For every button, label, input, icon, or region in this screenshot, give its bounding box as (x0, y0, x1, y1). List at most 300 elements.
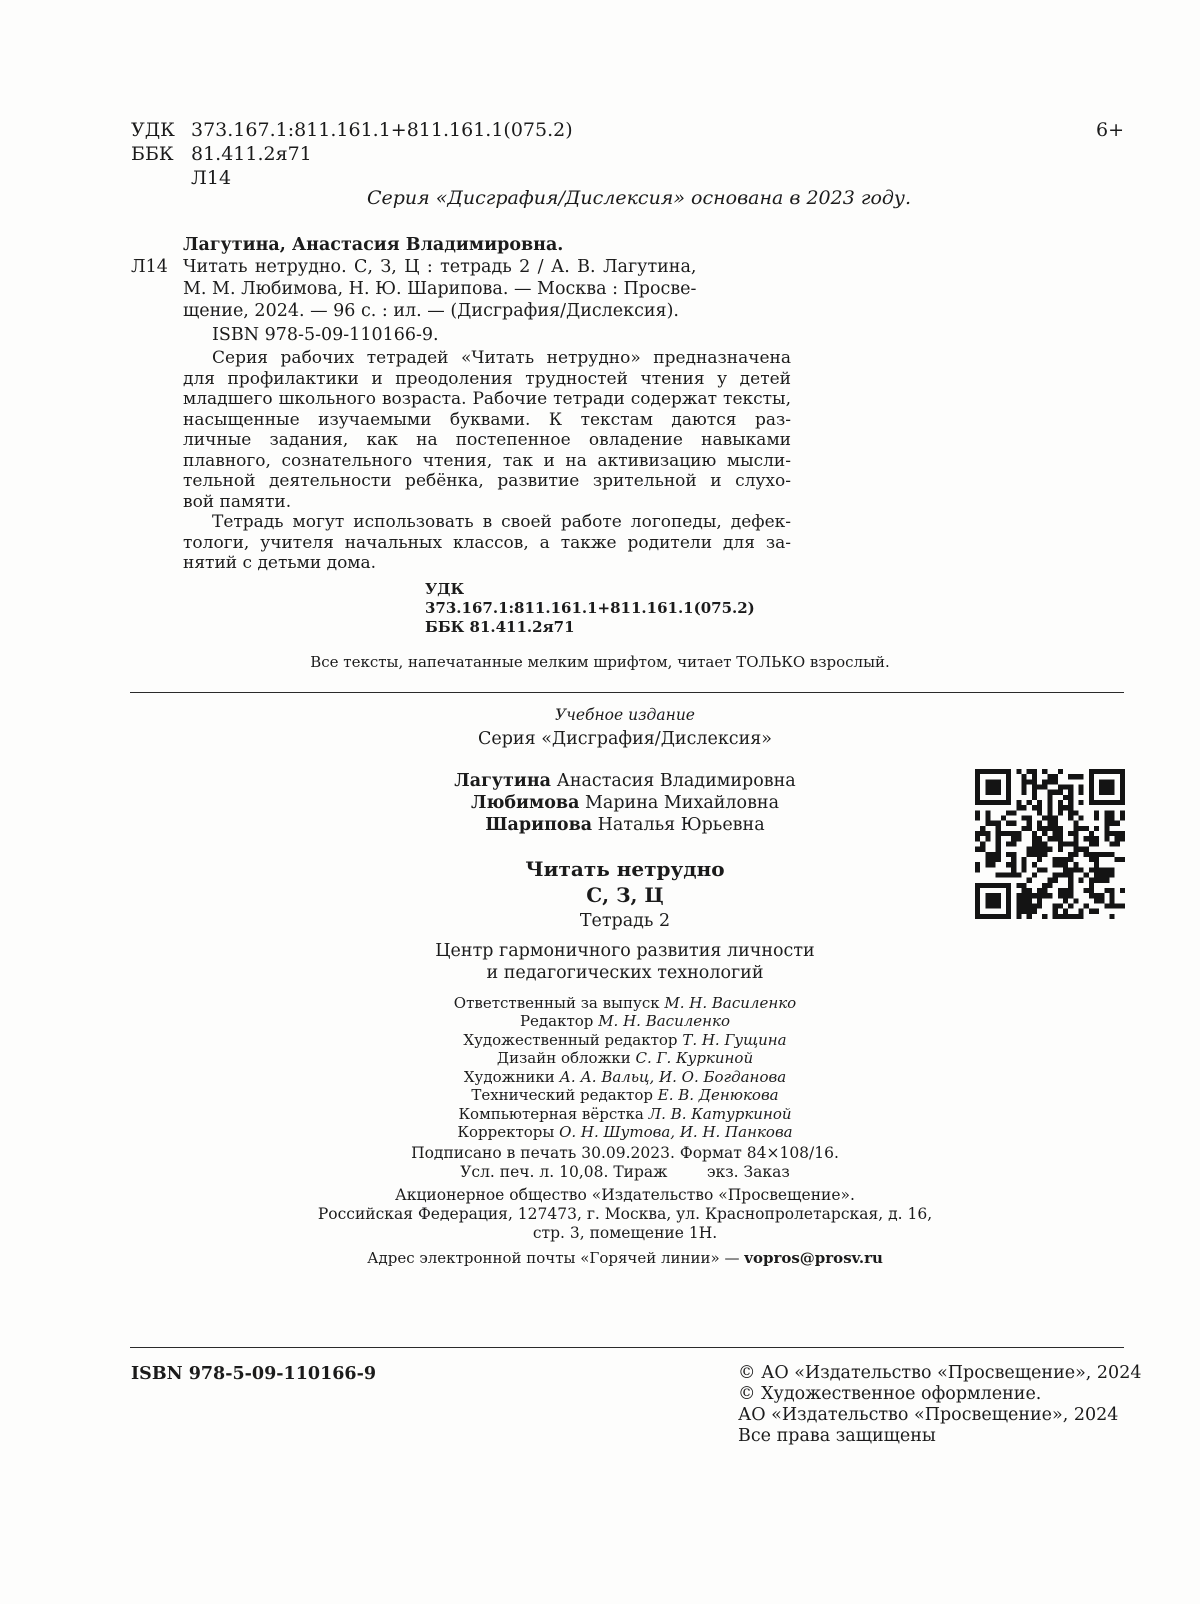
udk-value: 373.167.1:811.161.1+811.161.1(075.2) (191, 119, 573, 141)
qr-module (1109, 872, 1114, 877)
qr-module (1084, 826, 1089, 831)
card-isbn: ISBN 978-5-09-110166-9. (212, 325, 439, 345)
qr-module (1063, 898, 1068, 903)
qr-module (1104, 779, 1109, 784)
qr-module (980, 769, 985, 774)
qr-module (1073, 810, 1078, 815)
qr-module (1022, 774, 1027, 779)
qr-module (1047, 774, 1052, 779)
qr-module (1042, 888, 1047, 893)
qr-module (1037, 826, 1042, 831)
qr-module (1053, 857, 1058, 862)
qr-module (1016, 836, 1021, 841)
qr-module (1073, 826, 1078, 831)
qr-module (1078, 816, 1083, 821)
card-author-sign: Л14 (131, 257, 168, 277)
qr-module (996, 821, 1001, 826)
qr-module (1094, 898, 1099, 903)
catalog-card (131, 234, 791, 637)
qr-module (1109, 914, 1114, 919)
qr-module (996, 790, 1001, 795)
qr-module (1109, 800, 1114, 805)
qr-module (1058, 785, 1063, 790)
qr-module (991, 883, 996, 888)
qr-module (1042, 914, 1047, 919)
qr-module (1006, 774, 1011, 779)
qr-module (1109, 898, 1114, 903)
qr-module (1073, 831, 1078, 836)
qr-module (1094, 826, 1099, 831)
qr-module (1006, 872, 1011, 877)
qr-module (975, 795, 980, 800)
qr-module (1120, 888, 1125, 893)
qr-module (1073, 847, 1078, 852)
qr-module (985, 800, 990, 805)
qr-module (1120, 903, 1125, 908)
qr-module (1047, 826, 1052, 831)
qr-module (1068, 774, 1073, 779)
qr-module (1089, 800, 1094, 805)
qr-module (1027, 909, 1032, 914)
qr-module (996, 800, 1001, 805)
qr-module (1022, 867, 1027, 872)
credit-line: Технический редактор Е. В. Денюкова (471, 1086, 779, 1104)
qr-module (1047, 816, 1052, 821)
qr-module (991, 898, 996, 903)
qr-module (1047, 790, 1052, 795)
qr-module (1047, 836, 1052, 841)
qr-module (1042, 785, 1047, 790)
qr-module (1073, 898, 1078, 903)
qr-module (1001, 816, 1006, 821)
book-volume: Тетрадь 2 (579, 910, 671, 931)
qr-module (1068, 893, 1073, 898)
qr-module (1120, 810, 1125, 815)
qr-module (1120, 790, 1125, 795)
qr-module (985, 790, 990, 795)
qr-module (1037, 821, 1042, 826)
qr-module (1006, 893, 1011, 898)
qr-module (1120, 774, 1125, 779)
qr-module (1027, 852, 1032, 857)
qr-module (1068, 790, 1073, 795)
qr-module (1109, 888, 1114, 893)
qr-module (1068, 800, 1073, 805)
bib-line: М. М. Любимова, Н. Ю. Шарипова. — Москва : Просве- (183, 279, 697, 299)
qr-module (1037, 867, 1042, 872)
qr-module (991, 785, 996, 790)
qr-module (1109, 821, 1114, 826)
qr-module (1058, 903, 1063, 908)
qr-module (1073, 836, 1078, 841)
qr-module (991, 769, 996, 774)
qr-module (1078, 867, 1083, 872)
qr-module (1099, 872, 1104, 877)
qr-module (1016, 805, 1021, 810)
qr-module (1053, 872, 1058, 877)
qr-module (985, 810, 990, 815)
qr-module (1073, 862, 1078, 867)
card-description-paragraph (131, 348, 791, 512)
qr-module (1120, 800, 1125, 805)
qr-module (1084, 836, 1089, 841)
qr-module (1094, 867, 1099, 872)
qr-module (1099, 785, 1104, 790)
qr-module (1027, 903, 1032, 908)
qr-module (1094, 872, 1099, 877)
qr-module (1037, 785, 1042, 790)
qr-module (1053, 903, 1058, 908)
qr-module (975, 893, 980, 898)
qr-module (1078, 847, 1083, 852)
qr-module (1115, 800, 1120, 805)
qr-module (1022, 779, 1027, 784)
qr-module (991, 779, 996, 784)
qr-module (1104, 903, 1109, 908)
email-link[interactable]: vopros@prosv.ru (744, 1248, 883, 1267)
qr-module (1027, 816, 1032, 821)
qr-module (1104, 800, 1109, 805)
credit-line: Дизайн обложки С. Г. Куркиной (496, 1049, 754, 1067)
divider-bottom (130, 1347, 1124, 1348)
qr-module (975, 800, 980, 805)
qr-module (1022, 909, 1027, 914)
qr-module (1104, 769, 1109, 774)
qr-module (1089, 909, 1094, 914)
qr-module (1078, 774, 1083, 779)
qr-module (975, 810, 980, 815)
qr-module (1115, 836, 1120, 841)
qr-module (1032, 779, 1037, 784)
card-bibliographic-entry (131, 256, 791, 322)
qr-module (1011, 862, 1016, 867)
qr-module (1058, 836, 1063, 841)
para-line: насыщенные изучаемыми буквами. К текстам даются раз- (183, 409, 791, 430)
qr-module (1104, 867, 1109, 872)
qr-module (1109, 769, 1114, 774)
qr-module (1068, 857, 1073, 862)
qr-module (1047, 821, 1052, 826)
qr-module (991, 821, 996, 826)
qr-module (1094, 852, 1099, 857)
qr-module (1006, 810, 1011, 815)
qr-module (1089, 795, 1094, 800)
qr-module (1120, 779, 1125, 784)
credits-list (0, 994, 1200, 1142)
publisher-info: Акционерное общество «Издательство «Просвещение». Российская Федерация, 127473, г. Москва, ул. Краснопролетарская, д. 16, стр. 3, помещение 1Н. (317, 1185, 933, 1242)
qr-module (1042, 847, 1047, 852)
qr-module (1042, 893, 1047, 898)
qr-module (1094, 862, 1099, 867)
qr-module (1058, 857, 1063, 862)
qr-module (1042, 852, 1047, 857)
qr-module (1068, 867, 1073, 872)
qr-module (1006, 841, 1011, 846)
qr-module (1032, 841, 1037, 846)
qr-module (1016, 883, 1021, 888)
qr-module (1099, 852, 1104, 857)
qr-module (1089, 779, 1094, 784)
qr-module (1001, 883, 1006, 888)
qr-module (1084, 847, 1089, 852)
qr-module (1063, 795, 1068, 800)
qr-module (1084, 888, 1089, 893)
qr-module (1053, 909, 1058, 914)
qr-module (985, 785, 990, 790)
qr-module (1073, 821, 1078, 826)
qr-module (1037, 805, 1042, 810)
qr-module (1089, 852, 1094, 857)
qr-module (996, 872, 1001, 877)
qr-module (1006, 888, 1011, 893)
qr-module (1032, 785, 1037, 790)
qr-module (1120, 785, 1125, 790)
qr-module (1068, 831, 1073, 836)
qr-module (996, 769, 1001, 774)
qr-module (1011, 852, 1016, 857)
qr-module (1109, 831, 1114, 836)
qr-module (1011, 841, 1016, 846)
qr-module (1094, 836, 1099, 841)
qr-module (1032, 790, 1037, 795)
qr-module (1099, 779, 1104, 784)
qr-module (1068, 878, 1073, 883)
qr-module (1058, 847, 1063, 852)
qr-module (1078, 790, 1083, 795)
qr-module (1058, 862, 1063, 867)
qr-module (1109, 867, 1114, 872)
qr-module (1037, 810, 1042, 815)
qr-module (1011, 821, 1016, 826)
qr-module (1032, 769, 1037, 774)
qr-module (985, 779, 990, 784)
qr-module (1089, 893, 1094, 898)
qr-module (1063, 893, 1068, 898)
qr-module (1047, 847, 1052, 852)
qr-module (1027, 914, 1032, 919)
qr-module (1006, 898, 1011, 903)
qr-module (991, 893, 996, 898)
qr-module (1068, 888, 1073, 893)
qr-module (1027, 779, 1032, 784)
qr-module (1104, 785, 1109, 790)
qr-module (991, 862, 996, 867)
qr-module (1089, 785, 1094, 790)
qr-module (1037, 836, 1042, 841)
qr-module (1042, 779, 1047, 784)
qr-module (985, 857, 990, 862)
qr-module (1094, 816, 1099, 821)
qr-module (1022, 805, 1027, 810)
qr-module (1058, 826, 1063, 831)
qr-module (996, 903, 1001, 908)
credit-line: Корректоры О. Н. Шутова, И. Н. Панкова (457, 1123, 793, 1141)
book-title: Читать нетрудно (525, 856, 725, 881)
qr-module (1053, 914, 1058, 919)
qr-module (1063, 872, 1068, 877)
qr-module (1068, 872, 1073, 877)
qr-module (1022, 816, 1027, 821)
para-line: нятий с детьми дома. (183, 553, 377, 573)
footer-isbn: ISBN 978-5-09-110166-9 (131, 1364, 377, 1384)
edition-series: Серия «Дисграфия/Дислексия» (477, 728, 773, 749)
qr-module (1073, 841, 1078, 846)
qr-module (975, 867, 980, 872)
qr-module (1022, 883, 1027, 888)
hotline-email: Адрес электронной почты «Горячей линии» — vopros@prosv.ru (367, 1248, 883, 1267)
qr-module (975, 909, 980, 914)
qr-module (1006, 769, 1011, 774)
qr-module (1006, 831, 1011, 836)
qr-module (1089, 769, 1094, 774)
qr-module (1011, 857, 1016, 862)
qr-module (1042, 883, 1047, 888)
qr-module (996, 914, 1001, 919)
qr-module (1120, 795, 1125, 800)
qr-module (1094, 800, 1099, 805)
qr-module (1063, 841, 1068, 846)
qr-module (1115, 841, 1120, 846)
credit-line: Ответственный за выпуск М. Н. Василенко (453, 993, 797, 1012)
qr-module (1068, 795, 1073, 800)
qr-module (1027, 888, 1032, 893)
qr-module (975, 888, 980, 893)
card-udk-code: УДК 373.167.1:811.161.1+811.161.1(075.2) (425, 579, 755, 617)
card-bbk-code: ББК 81.411.2я71 (425, 617, 575, 636)
para-line: вой памяти. (183, 491, 292, 512)
qr-module (1104, 821, 1109, 826)
qr-module (1027, 826, 1032, 831)
qr-module (1042, 867, 1047, 872)
bib-line: Читать нетрудно. С, З, Ц : тетрадь 2 / А. В. Лагутина, (183, 257, 697, 277)
qr-module (1089, 857, 1094, 862)
qr-module (991, 857, 996, 862)
qr-module (1047, 795, 1052, 800)
para-line: личные задания, как на постепенное овладение навыками (183, 430, 791, 450)
qr-module (1037, 841, 1042, 846)
qr-module (1089, 836, 1094, 841)
qr-module (1047, 779, 1052, 784)
qr-module (1089, 774, 1094, 779)
bib-line: щение, 2024. — 96 с. : ил. — (Дисграфия/Дислексия). (183, 301, 679, 321)
qr-module (1006, 821, 1011, 826)
qr-module (1089, 831, 1094, 836)
qr-module (980, 847, 985, 852)
qr-module (1032, 774, 1037, 779)
qr-module (1042, 816, 1047, 821)
qr-module (985, 903, 990, 908)
qr-module (1078, 878, 1083, 883)
qr-module (1109, 903, 1114, 908)
author-line: Шарипова Наталья Юрьевна (485, 814, 765, 835)
qr-module (1016, 914, 1021, 919)
para-line: Тетрадь могут использовать в своей работе логопеды, дефек- (212, 512, 791, 532)
qr-module (1084, 852, 1089, 857)
qr-module (975, 816, 980, 821)
qr-module (985, 831, 990, 836)
qr-module (1078, 785, 1083, 790)
qr-module (1042, 826, 1047, 831)
qr-module (1058, 810, 1063, 815)
qr-module (1016, 831, 1021, 836)
qr-module (975, 847, 980, 852)
qr-module (975, 774, 980, 779)
qr-module (996, 785, 1001, 790)
qr-module (1115, 903, 1120, 908)
copyright-block: © АО «Издательство «Просвещение», 2024 © Художественное оформление. АО «Издательство «Просвещение», 2024 Все права защищены (738, 1363, 1142, 1446)
qr-module (1032, 795, 1037, 800)
qr-module (1016, 872, 1021, 877)
qr-module (980, 800, 985, 805)
qr-module (1016, 909, 1021, 914)
card-usage-paragraph (131, 512, 791, 574)
qr-module (1016, 769, 1021, 774)
credit-line: Редактор М. Н. Василенко (519, 1012, 731, 1030)
qr-module (1063, 867, 1068, 872)
qr-module (1022, 898, 1027, 903)
qr-module (1001, 831, 1006, 836)
qr-module (1001, 914, 1006, 919)
qr-module (975, 903, 980, 908)
qr-module (1099, 898, 1104, 903)
qr-module (980, 914, 985, 919)
bbk-value: 81.411.2я71 (191, 143, 312, 165)
book-subtitle: С, З, Ц (586, 882, 664, 907)
qr-module (1089, 790, 1094, 795)
qr-module (991, 903, 996, 908)
qr-module (1006, 903, 1011, 908)
qr-module (1001, 872, 1006, 877)
qr-module (1073, 852, 1078, 857)
para-line: плавного, сознательного чтения, так и на активизацию мысли- (183, 450, 791, 471)
qr-module (1089, 878, 1094, 883)
qr-module (980, 883, 985, 888)
qr-module (1022, 857, 1027, 862)
qr-module (1032, 909, 1037, 914)
qr-module (1063, 914, 1068, 919)
qr-module (1032, 836, 1037, 841)
qr-module (991, 914, 996, 919)
qr-module (1016, 893, 1021, 898)
qr-module (1006, 795, 1011, 800)
qr-module (1053, 878, 1058, 883)
qr-module (1104, 852, 1109, 857)
qr-module (1037, 903, 1042, 908)
qr-module (996, 779, 1001, 784)
qr-module (1058, 893, 1063, 898)
qr-module (1063, 857, 1068, 862)
qr-module (1094, 810, 1099, 815)
qr-module (1037, 888, 1042, 893)
qr-module (1115, 857, 1120, 862)
bbk-row (131, 142, 573, 166)
print-info: Подписано в печать 30.09.2023. Формат 84×108/16. Усл. печ. л. 10,08. Тираж экз. Заказ (411, 1143, 839, 1181)
qr-module (1042, 841, 1047, 846)
qr-module (1032, 805, 1037, 810)
qr-module (980, 841, 985, 846)
qr-module (1094, 769, 1099, 774)
qr-module (975, 914, 980, 919)
qr-module (1084, 872, 1089, 877)
qr-module (1053, 790, 1058, 795)
qr-module (1089, 867, 1094, 872)
qr-module (1037, 857, 1042, 862)
qr-module (985, 816, 990, 821)
qr-module (991, 790, 996, 795)
card-bib-text (183, 256, 696, 322)
qr-module (1068, 903, 1073, 908)
qr-module (1109, 810, 1114, 815)
